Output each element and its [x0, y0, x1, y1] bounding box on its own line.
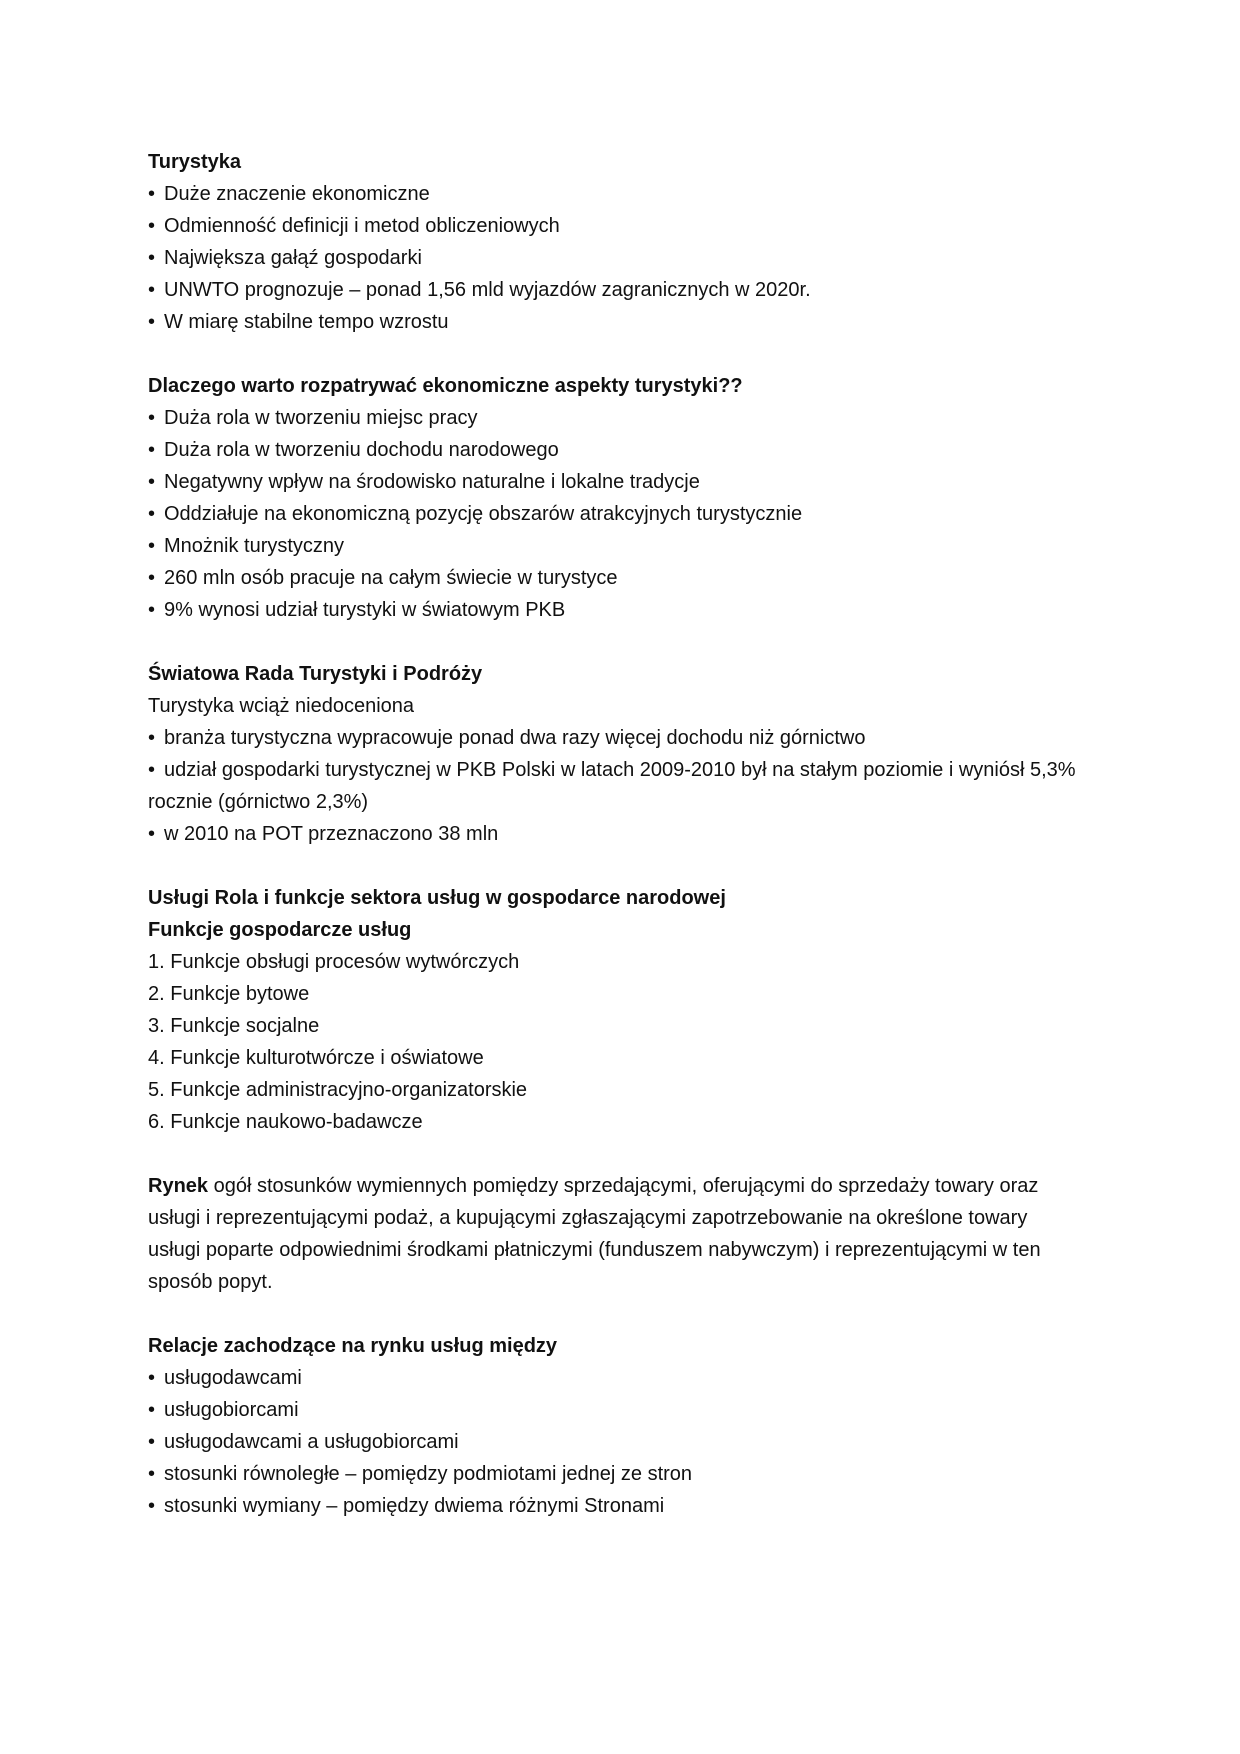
bullet-icon: • [148, 439, 156, 461]
bullet-text: 260 mln osób pracuje na całym świecie w turystyce [164, 567, 618, 589]
document-content [148, 146, 1098, 1554]
bullet-text: stosunki równoległe – pomiędzy podmiotami jednej ze stron [164, 1463, 693, 1485]
bullet-icon: • [148, 311, 156, 333]
section-heading: Turystyka [148, 151, 242, 173]
section-market [148, 1170, 1098, 1298]
bullet-text: Oddziałuje na ekonomiczną pozycję obszarów atrakcyjnych turystycznie [164, 503, 803, 525]
section-why [148, 370, 1098, 626]
market-definition [148, 1170, 1078, 1298]
numbered-item: 2. Funkcje bytowe [148, 983, 310, 1005]
section-heading: Dlaczego warto rozpatrywać ekonomiczne aspekty turystyki?? [148, 375, 743, 397]
bullet-item [148, 434, 1098, 466]
bullet-icon: • [148, 535, 156, 557]
bullet-icon: • [148, 759, 156, 781]
bullet-item [148, 1490, 1098, 1522]
bullet-text: udział gospodarki turystycznej w PKB Polski w latach 2009-2010 był na stałym poziomie i wyniósł 5,3% rocznie (górnictwo 2,3%) [148, 759, 1076, 813]
bullet-item [148, 178, 1098, 210]
market-term: Rynek [148, 1175, 209, 1197]
bullet-icon: • [148, 1431, 156, 1453]
bullet-item [148, 594, 1098, 626]
bullet-item [148, 1426, 1098, 1458]
numbered-item: 6. Funkcje naukowo-badawcze [148, 1111, 423, 1133]
numbered-item: 3. Funkcje socjalne [148, 1015, 320, 1037]
numbered-item: 4. Funkcje kulturotwórcze i oświatowe [148, 1047, 484, 1069]
bullet-item [148, 818, 1098, 850]
section-heading: Usługi Rola i funkcje sektora usług w gospodarce narodowej [148, 887, 726, 909]
bullet-icon: • [148, 215, 156, 237]
bullet-icon: • [148, 1367, 156, 1389]
bullet-item [148, 498, 1098, 530]
section-services [148, 882, 1098, 1138]
bullet-icon: • [148, 503, 156, 525]
bullet-text: Odmienność definicji i metod obliczeniowych [164, 215, 560, 237]
section-council [148, 658, 1098, 850]
bullet-item [148, 1458, 1098, 1490]
bullet-icon: • [148, 183, 156, 205]
bullet-text: stosunki wymiany – pomiędzy dwiema różnymi Stronami [164, 1495, 665, 1517]
bullet-item [148, 274, 1098, 306]
bullet-text: Duża rola w tworzeniu dochodu narodowego [164, 439, 559, 461]
bullet-icon: • [148, 407, 156, 429]
bullet-item [148, 562, 1098, 594]
bullet-icon: • [148, 1399, 156, 1421]
numbered-item: 5. Funkcje administracyjno-organizatorskie [148, 1079, 528, 1101]
bullet-item [148, 242, 1098, 274]
bullet-item [148, 530, 1098, 562]
bullet-icon: • [148, 471, 156, 493]
bullet-item [148, 1362, 1098, 1394]
bullet-text: Negatywny wpływ na środowisko naturalne i lokalne tradycje [164, 471, 700, 493]
bullet-icon: • [148, 1463, 156, 1485]
bullet-icon: • [148, 1495, 156, 1517]
bullet-icon: • [148, 567, 156, 589]
bullet-text: W miarę stabilne tempo wzrostu [164, 311, 449, 333]
bullet-icon: • [148, 599, 156, 621]
bullet-text: Mnożnik turystyczny [164, 535, 345, 557]
section-heading: Relacje zachodzące na rynku usług między [148, 1335, 558, 1357]
bullet-text: 9% wynosi udział turystyki w światowym PKB [164, 599, 566, 621]
bullet-item [148, 1394, 1098, 1426]
numbered-item: 1. Funkcje obsługi procesów wytwórczych [148, 951, 520, 973]
bullet-text: w 2010 na POT przeznaczono 38 mln [164, 823, 499, 845]
section-relations [148, 1330, 1098, 1522]
section-subline: Turystyka wciąż niedoceniona [148, 695, 415, 717]
market-definition-text: ogół stosunków wymiennych pomiędzy sprzedającymi, oferującymi do sprzedaży towary oraz usługi i reprezentującymi podaż, a kupującymi zgłaszającymi zapotrzebowanie na określone towary usługi poparte odpowiednimi środkami płatniczymi (funduszem nabywczym) i reprezentującymi w ten sposób popyt. [148, 1175, 1041, 1293]
bullet-icon: • [148, 279, 156, 301]
bullet-item [148, 210, 1098, 242]
bullet-text: Duża rola w tworzeniu miejsc pracy [164, 407, 478, 429]
bullet-text: UNWTO prognozuje – ponad 1,56 mld wyjazdów zagranicznych w 2020r. [164, 279, 811, 301]
bullet-text: usługodawcami [164, 1367, 302, 1389]
section-tourism [148, 146, 1098, 338]
bullet-item [148, 402, 1098, 434]
bullet-item [148, 754, 1098, 818]
bullet-text: usługodawcami a usługobiorcami [164, 1431, 459, 1453]
bullet-item [148, 466, 1098, 498]
bullet-item [148, 722, 1098, 754]
bullet-icon: • [148, 823, 156, 845]
bullet-icon: • [148, 727, 156, 749]
section-subheading: Funkcje gospodarcze usług [148, 919, 412, 941]
bullet-icon: • [148, 247, 156, 269]
bullet-text: Duże znaczenie ekonomiczne [164, 183, 430, 205]
section-heading: Światowa Rada Turystyki i Podróży [148, 663, 483, 685]
bullet-text: branża turystyczna wypracowuje ponad dwa razy więcej dochodu niż górnictwo [164, 727, 866, 749]
bullet-item [148, 306, 1098, 338]
bullet-text: Największa gałąź gospodarki [164, 247, 422, 269]
bullet-text: usługobiorcami [164, 1399, 299, 1421]
